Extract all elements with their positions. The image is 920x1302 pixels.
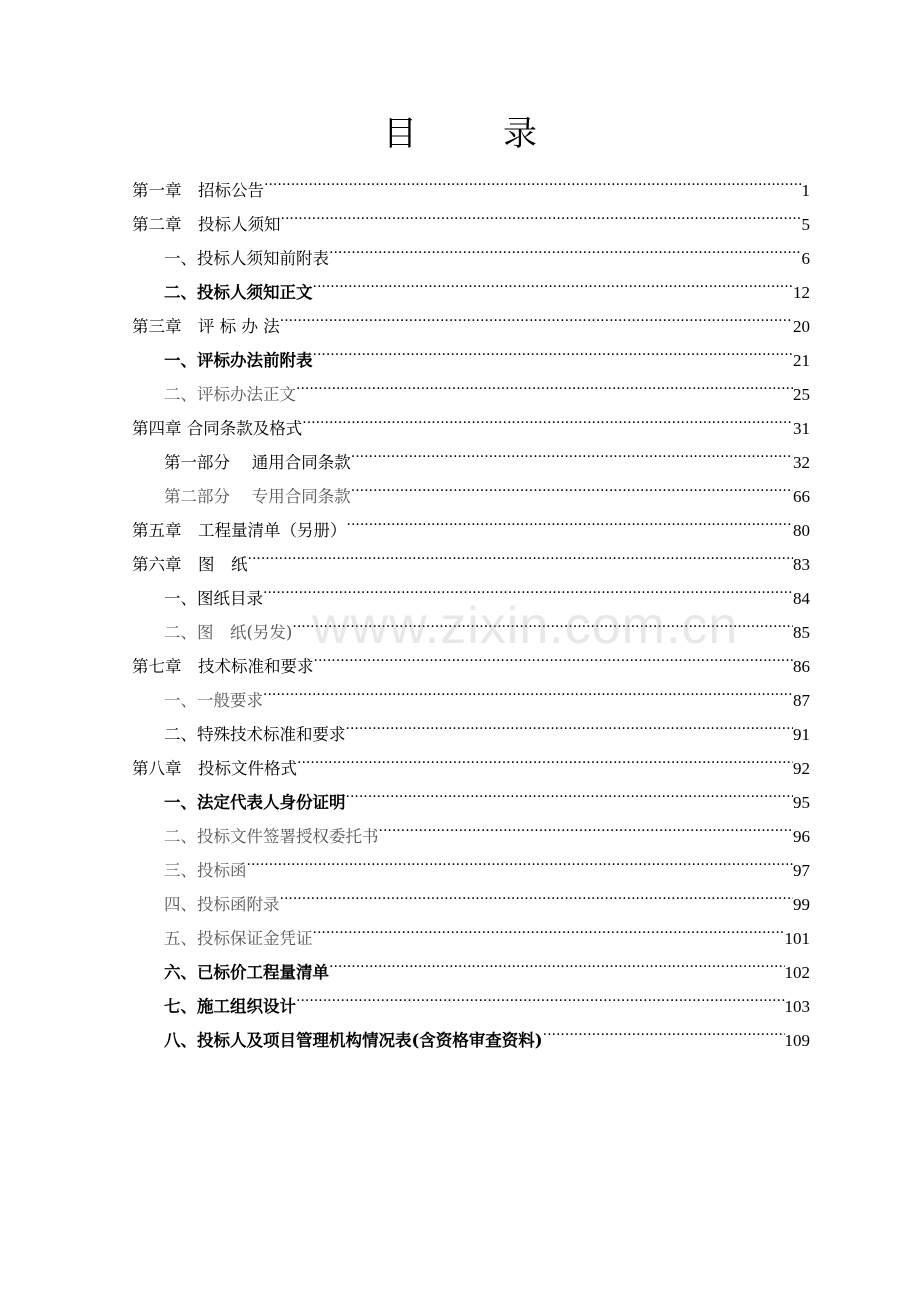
toc-entry-page-number: 6 bbox=[801, 249, 810, 268]
toc-entry-label: 第二部分 专用合同条款 bbox=[164, 487, 351, 506]
toc-entry-page-number: 20 bbox=[793, 317, 810, 336]
toc-dot-leader bbox=[329, 230, 802, 264]
page-title bbox=[0, 112, 920, 156]
toc-entry-label: 第八章 投标文件格式 bbox=[132, 759, 297, 778]
toc-dot-leader bbox=[247, 842, 794, 876]
title-char-2: 录 bbox=[503, 114, 537, 154]
toc-entry-label: 六、已标价工程量清单 bbox=[164, 963, 329, 982]
toc-entry-label: 第一部分 通用合同条款 bbox=[164, 453, 351, 472]
toc-entry-label: 一、评标办法前附表 bbox=[164, 351, 313, 370]
toc-entry-page-number: 109 bbox=[784, 1031, 810, 1050]
toc-entry-page-number: 12 bbox=[793, 283, 810, 302]
toc-entry-label: 第四章 合同条款及格式 bbox=[132, 419, 303, 438]
toc-dot-leader bbox=[346, 774, 794, 808]
toc-dot-leader bbox=[346, 706, 794, 740]
toc-dot-leader bbox=[329, 944, 785, 978]
toc-entry-label: 三、投标函 bbox=[164, 861, 247, 880]
toc-dot-leader bbox=[313, 910, 785, 944]
toc-entry-page-number: 84 bbox=[793, 589, 810, 608]
watermark: www.zixin.com.cn bbox=[312, 597, 739, 655]
toc-dot-leader bbox=[292, 604, 793, 638]
toc-entry-page-number: 92 bbox=[793, 759, 810, 778]
toc-entry-page-number: 87 bbox=[793, 691, 810, 710]
toc-entry-page-number: 97 bbox=[793, 861, 810, 880]
toc-entry-label: 二、评标办法正文 bbox=[164, 385, 296, 404]
toc-entry-page-number: 66 bbox=[793, 487, 810, 506]
toc-entry-page-number: 96 bbox=[793, 827, 810, 846]
toc-entry-page-number: 25 bbox=[793, 385, 810, 404]
toc-entry-label: 一、法定代表人身份证明 bbox=[164, 793, 346, 812]
toc-dot-leader bbox=[302, 400, 793, 434]
toc-dot-leader bbox=[313, 264, 794, 298]
toc-entry-label: 一、一般要求 bbox=[164, 691, 263, 710]
toc-dot-leader bbox=[263, 570, 793, 604]
toc-dot-leader bbox=[351, 434, 793, 468]
toc-entry-page-number: 1 bbox=[801, 181, 810, 200]
toc-entry-label: 第二章 投标人须知 bbox=[132, 215, 281, 234]
toc-entry[interactable] bbox=[132, 162, 810, 200]
toc-entry-label: 五、投标保证金凭证 bbox=[164, 929, 313, 948]
toc-entry-page-number: 103 bbox=[784, 997, 810, 1016]
toc-entry-page-number: 32 bbox=[793, 453, 810, 472]
toc-dot-leader bbox=[379, 808, 794, 842]
toc-entry-label: 第一章 招标公告 bbox=[132, 181, 264, 200]
toc-entry-label: 二、特殊技术标准和要求 bbox=[164, 725, 346, 744]
toc-entry-page-number: 101 bbox=[784, 929, 810, 948]
toc-dot-leader bbox=[314, 638, 794, 672]
toc-entry-label: 二、投标文件签署授权委托书 bbox=[164, 827, 379, 846]
toc-entry-page-number: 21 bbox=[793, 351, 810, 370]
toc-dot-leader bbox=[281, 196, 802, 230]
toc-entry-label: 一、图纸目录 bbox=[164, 589, 263, 608]
toc-dot-leader bbox=[347, 502, 794, 536]
toc-entry-label: 一、投标人须知前附表 bbox=[164, 249, 329, 268]
title-char-1: 目 bbox=[383, 114, 417, 154]
toc-entry-page-number: 80 bbox=[793, 521, 810, 540]
toc-entry-page-number: 95 bbox=[793, 793, 810, 812]
toc-entry-page-number: 85 bbox=[793, 623, 810, 642]
toc-dot-leader bbox=[248, 536, 794, 570]
toc-entry-label: 二、图 纸(另发) bbox=[164, 623, 293, 642]
toc-dot-leader bbox=[543, 1012, 785, 1046]
toc-dot-leader bbox=[297, 740, 793, 774]
toc-dot-leader bbox=[296, 366, 793, 400]
toc-dot-leader bbox=[296, 978, 785, 1012]
toc-entry-label: 八、投标人及项目管理机构情况表(含资格审查资料) bbox=[164, 1031, 543, 1050]
toc-entry-page-number: 31 bbox=[793, 419, 810, 438]
toc-dot-leader bbox=[264, 162, 802, 196]
toc-entry-label: 七、施工组织设计 bbox=[164, 997, 296, 1016]
toc-entry-label: 二、投标人须知正文 bbox=[164, 283, 313, 302]
toc-entry-page-number: 99 bbox=[793, 895, 810, 914]
toc-entry-page-number: 83 bbox=[793, 555, 810, 574]
toc-entry-page-number: 5 bbox=[801, 215, 810, 234]
toc-dot-leader bbox=[280, 298, 793, 332]
toc-entry-label: 第三章 评 标 办 法 bbox=[132, 317, 280, 336]
toc-dot-leader bbox=[351, 468, 793, 502]
toc-entry-page-number: 102 bbox=[784, 963, 810, 982]
toc-entry-label: 第六章 图 纸 bbox=[132, 555, 248, 574]
toc-entry-label: 第五章 工程量清单（另册） bbox=[132, 521, 347, 540]
toc-entry-label: 四、投标函附录 bbox=[164, 895, 280, 914]
toc-entry-page-number: 86 bbox=[793, 657, 810, 676]
toc-dot-leader bbox=[280, 876, 794, 910]
toc-dot-leader bbox=[313, 332, 794, 366]
table-of-contents bbox=[132, 162, 810, 1050]
toc-entry-label: 第七章 技术标准和要求 bbox=[132, 657, 314, 676]
toc-entry-page-number: 91 bbox=[793, 725, 810, 744]
toc-dot-leader bbox=[263, 672, 793, 706]
